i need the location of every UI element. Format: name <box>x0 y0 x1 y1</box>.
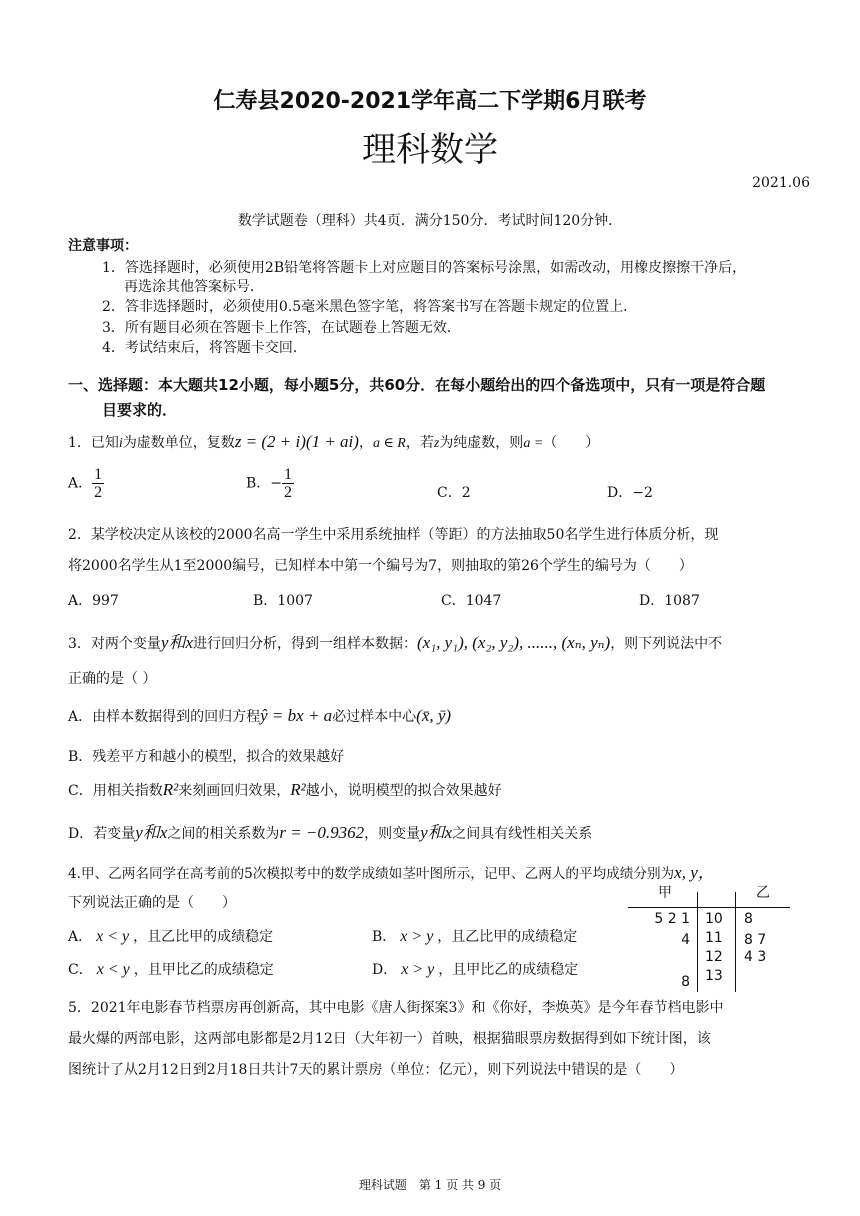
q1-text-a: 1．已知 <box>68 435 119 451</box>
q3-d-vars-2: y和x <box>420 823 453 842</box>
note-item-2: 2．答非选择题时，必须使用0.5毫米黑色签字笔，将答案书写在答题卡规定的位置上． <box>102 299 638 315</box>
note-item-1-cont: 再选涂其他答案标号． <box>124 279 264 295</box>
q3-c-text-c: 越小，说明模型的拟合效果越好 <box>305 783 502 799</box>
exam-date: 2021.06 <box>752 175 810 191</box>
stem: 12 <box>705 949 723 965</box>
q4-option-c <box>68 959 274 979</box>
q4-c-math: x < y <box>96 961 130 978</box>
q1-option-b-label: B． <box>246 475 271 492</box>
q4-a-math: x < y <box>96 928 130 945</box>
q1-b-sign: − <box>270 475 283 492</box>
stem-leaf-plot <box>628 880 798 992</box>
stem-leaf-row <box>628 930 798 949</box>
q4-option-a <box>68 926 273 946</box>
q3-r-squared-2: R² <box>290 780 306 799</box>
q4-d-label: D． <box>372 962 398 978</box>
q3-sample-data: (x₁, y₁), (x₂, y₂), ......, (xₙ, yₙ) <box>417 633 611 652</box>
q2-option-a: A．997 <box>68 593 119 609</box>
q1-text-b: 为虚数单位，复数 <box>122 435 235 451</box>
stem: 11 <box>705 930 723 946</box>
q1-text-d: ，若 <box>405 435 434 451</box>
q1-b-den: 2 <box>284 484 293 501</box>
q1-formula: z = (2 + i)(1 + ai) <box>234 432 359 451</box>
q3-option-d <box>68 818 592 843</box>
q4-c-label: C． <box>68 962 93 978</box>
q3-text-c: ，则下列说法中不 <box>610 636 723 652</box>
section-heading-cont: 目要求的． <box>102 401 178 419</box>
q3-d-text-c: ，则变量 <box>364 826 421 842</box>
question-5-line-3: 图统计了从2月12日到2月18日共计7天的累计票房（单位：亿元），则下列说法中错误的是（ ） <box>68 1062 684 1078</box>
q4-option-d <box>372 959 578 979</box>
section-heading: 一、选择题：本大题共12小题，每小题5分，共60分．在每小题给出的四个备选项中，只有一项是符合题 <box>68 376 766 394</box>
stem-leaf-divider-h <box>628 907 790 908</box>
stem-leaf-header-right: 乙 <box>756 885 770 901</box>
q1-answer-var: a = <box>523 436 544 451</box>
question-3-line-2: 正确的是（ ） <box>68 671 157 687</box>
q3-option-c <box>68 780 502 800</box>
q3-c-text-a: C．用相关指数 <box>68 783 163 799</box>
leaf-right: 4 3 <box>744 949 767 965</box>
exam-info: 数学试题卷（理科）共4页．满分150分．考试时间120分钟． <box>237 213 623 229</box>
leaf-left: 4 <box>681 932 690 948</box>
q1-a-num: 1 <box>94 466 103 483</box>
q1-option-c: C．2 <box>437 485 471 501</box>
q4-b-math: x > y <box>400 928 434 945</box>
q1-condition: a ∈ R <box>372 436 406 451</box>
q4-d-math: x > y <box>401 961 435 978</box>
question-5-line-2: 最火爆的两部电影，这两部电影都是2月12日（大年初一）首映，根据猫眼票房数据得到如下统计图，该 <box>68 1031 711 1047</box>
q1-option-b <box>246 466 294 501</box>
leaf-right: 8 7 <box>744 932 767 948</box>
q1-b-num: 1 <box>284 466 293 483</box>
question-4-line-1 <box>68 858 715 883</box>
q4-text: 4.甲、乙两名同学在高考前的5次模拟考中的数学成绩如茎叶图所示，记甲、乙两人的平均成绩分别为 <box>68 866 675 882</box>
question-2-line-2: 将2000名学生从1至2000编号，已知样本中第一个编号为7，则抽取的第26个学生的编号为（ ） <box>68 558 693 574</box>
stem-leaf-rows <box>628 911 798 990</box>
q4-a-label: A． <box>68 929 93 945</box>
q3-d-vars: y和x <box>135 823 168 842</box>
note-item-1: 1．答选择题时，必须使用2B铅笔将答题卡上对应题目的答案标号涂黑，如需改动，用橡皮擦擦干净后， <box>102 260 747 276</box>
q4-c-text: ，且甲比乙的成绩稳定 <box>133 962 274 978</box>
q1-a-den: 2 <box>94 484 103 501</box>
note-item-3: 3．所有题目必须在答题卡上作答，在试题卷上答题无效． <box>102 320 461 336</box>
q4-b-label: B． <box>372 929 397 945</box>
q3-c-text-b: 来刻画回归效果， <box>178 783 291 799</box>
leaf-left: 5 2 1 <box>654 911 690 927</box>
q2-option-c: C．1047 <box>441 593 502 609</box>
stem-leaf-row <box>628 949 798 968</box>
stem-leaf-row <box>628 911 798 930</box>
q4-vars: x, y， <box>674 863 715 882</box>
leaf-right: 8 <box>744 911 753 927</box>
stem: 13 <box>705 968 723 984</box>
q4-option-b <box>372 926 577 946</box>
q4-a-text: ，且乙比甲的成绩稳定 <box>133 929 274 945</box>
note-item-4: 4．考试结束后，将答题卡交回． <box>102 340 307 356</box>
question-2-line-1: 2．某学校决定从该校的2000名高一学生中采用系统抽样（等距）的方法抽取50名学生进行体质分析，现 <box>68 527 719 543</box>
q3-regression-equation: ŷ = bx + a <box>260 706 333 725</box>
q3-a-text-b: 必过样本中心 <box>332 709 417 725</box>
stem-leaf-row <box>628 968 798 990</box>
q1-option-b-fraction <box>282 466 294 501</box>
q1-text-f: （ ） <box>543 435 600 451</box>
q1-var-i: i <box>118 436 123 451</box>
q3-option-a <box>68 706 451 726</box>
q3-text-b: 进行回归分析，得到一组样本数据： <box>193 636 418 652</box>
q1-text-c: ， <box>358 435 373 451</box>
question-3-line-1 <box>68 628 722 653</box>
q1-option-a-fraction <box>92 466 104 501</box>
stem-leaf-header-left: 甲 <box>658 885 672 901</box>
question-1 <box>68 432 599 452</box>
notes-heading: 注意事项： <box>68 238 138 254</box>
q3-a-text-a: A．由样本数据得到的回归方程 <box>68 709 261 725</box>
q3-option-b: B．残差平方和越小的模型，拟合的效果越好 <box>68 749 345 765</box>
q1-option-d: D．−2 <box>607 485 653 501</box>
q1-option-a-label: A． <box>68 475 93 492</box>
stem: 10 <box>705 911 723 927</box>
q3-d-text-b: 之间的相关系数为 <box>167 826 280 842</box>
q1-text-e: 为纯虚数，则 <box>439 435 524 451</box>
page-footer: 理科试题 第 1 页 共 9 页 <box>358 1178 502 1192</box>
question-4-line-2: 下列说法正确的是（ ） <box>68 895 236 911</box>
q3-correlation: r = −0.9362 <box>279 823 365 842</box>
q3-d-text-a: D．若变量 <box>68 826 136 842</box>
q3-d-text-d: 之间具有线性相关关系 <box>452 826 593 842</box>
q3-sample-center: (x̄, ȳ) <box>416 706 452 725</box>
q4-b-text: ，且乙比甲的成绩稳定 <box>437 929 578 945</box>
leaf-left: 8 <box>681 974 690 990</box>
exam-subject: 理科数学 <box>362 130 498 170</box>
q3-text-a: 3．对两个变量 <box>68 636 161 652</box>
q3-r-squared: R² <box>162 780 179 799</box>
q3-vars: y和x <box>160 633 194 652</box>
q2-option-b: B．1007 <box>253 593 313 609</box>
q1-var-z: z <box>433 436 440 451</box>
q4-d-text: ，且甲比乙的成绩稳定 <box>438 962 579 978</box>
q2-option-d: D．1087 <box>639 593 700 609</box>
q1-option-a <box>68 466 104 501</box>
exam-title: 仁寿县2020-2021学年高二下学期6月联考 <box>213 89 647 114</box>
question-5-line-1: 5．2021年电影春节档票房再创新高，其中电影《唐人街探案3》和《你好，李焕英》是今年春节档电影中 <box>68 1000 724 1016</box>
